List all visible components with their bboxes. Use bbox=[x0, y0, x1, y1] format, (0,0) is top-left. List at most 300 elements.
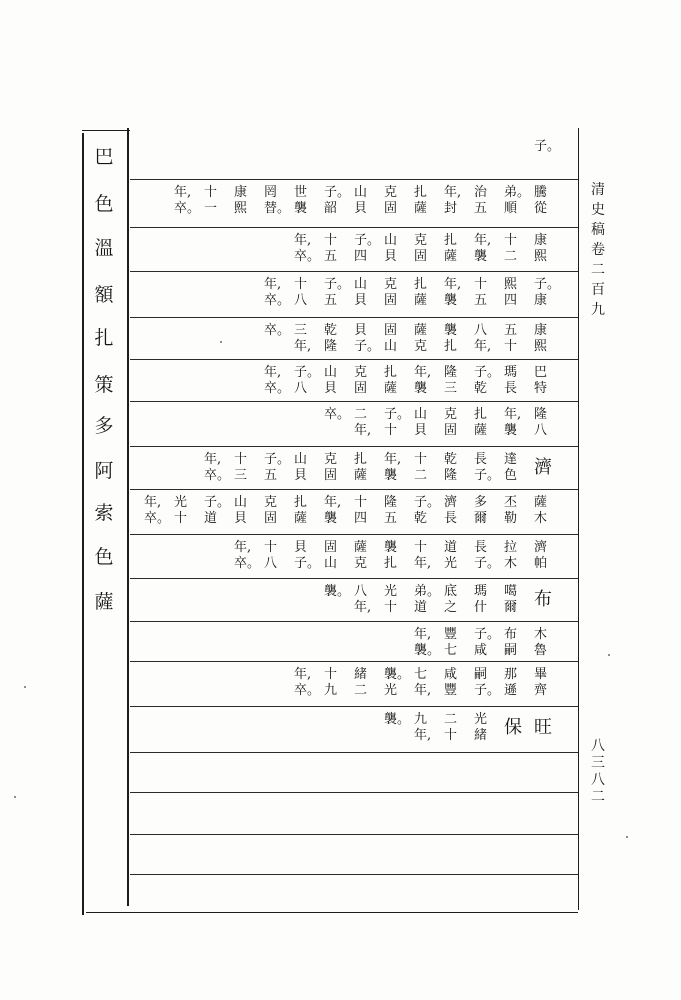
table-cell bbox=[474, 277, 500, 315]
page-number-char: 八 bbox=[591, 738, 605, 754]
cell-text: 八 bbox=[534, 422, 548, 438]
cell-text: 克 bbox=[354, 365, 368, 380]
cell-text: 咸 bbox=[474, 642, 488, 658]
cell-text: 九 bbox=[414, 712, 428, 727]
cell-text: 道 bbox=[414, 599, 428, 615]
cell-text: 十 bbox=[384, 599, 398, 615]
cell-text: 貝 bbox=[294, 467, 308, 483]
cell-text: 貝 bbox=[294, 540, 308, 555]
table-cell bbox=[354, 277, 380, 315]
cell-text: 子。 bbox=[294, 365, 321, 380]
cell-text: 山 bbox=[324, 555, 338, 571]
table-cell bbox=[384, 407, 410, 444]
table-cell bbox=[234, 540, 260, 576]
cell-text: 扎 bbox=[354, 452, 368, 467]
cell-text: 扎 bbox=[414, 277, 428, 292]
table-cell bbox=[414, 365, 440, 399]
table-cell bbox=[534, 540, 560, 576]
cell-text: 隆 bbox=[534, 407, 548, 422]
cell-text: 克 bbox=[354, 555, 368, 571]
cell-text: 五 bbox=[384, 510, 398, 526]
cell-text: 扎 bbox=[294, 495, 308, 510]
cell-text: 十 bbox=[384, 422, 398, 438]
cell-text: 拉 bbox=[504, 540, 518, 555]
row-divider-line bbox=[130, 271, 578, 272]
table-cell bbox=[264, 365, 290, 399]
table-cell bbox=[414, 584, 440, 619]
cell-text: 爾 bbox=[504, 599, 518, 615]
table-cell bbox=[414, 407, 440, 444]
table-cell bbox=[174, 495, 200, 532]
cell-text: 十 bbox=[504, 338, 518, 354]
cell-text: 乾 bbox=[474, 380, 488, 396]
cell-text: 貝 bbox=[354, 292, 368, 308]
table-cell bbox=[534, 718, 560, 756]
cell-text: 七 bbox=[414, 667, 428, 682]
cell-text: 韶 bbox=[324, 200, 338, 216]
scan-speck bbox=[608, 654, 610, 656]
cell-text: 色 bbox=[504, 467, 518, 483]
cell-text: 二 bbox=[504, 248, 518, 264]
cell-text: 豐 bbox=[444, 627, 458, 642]
table-cell bbox=[414, 627, 440, 659]
cell-text: 乾 bbox=[444, 452, 458, 467]
cell-text: 魯 bbox=[534, 642, 548, 658]
cell-text: 四 bbox=[354, 510, 368, 526]
cell-text: 年, bbox=[294, 338, 312, 354]
cell-text: 八 bbox=[354, 584, 368, 599]
cell-text: 扎 bbox=[414, 185, 428, 200]
table-cell bbox=[294, 452, 320, 487]
cell-text: 十 bbox=[234, 452, 248, 467]
cell-text: 卒。 bbox=[204, 467, 231, 483]
label-divider-line bbox=[127, 128, 129, 906]
cell-text: 五 bbox=[474, 200, 488, 216]
table-cell bbox=[264, 185, 290, 225]
table-cell bbox=[534, 233, 560, 269]
cell-text: 康 bbox=[534, 292, 548, 308]
cell-text: 五 bbox=[264, 467, 278, 483]
header-char: 清 bbox=[591, 182, 605, 198]
cell-text: 熙 bbox=[504, 277, 518, 292]
cell-text: 木 bbox=[504, 555, 518, 571]
cell-text: 嗣 bbox=[504, 642, 518, 658]
scan-speck bbox=[24, 686, 26, 688]
cell-text: 五 bbox=[504, 323, 518, 338]
table-cell bbox=[474, 627, 500, 659]
table-cell bbox=[534, 407, 560, 444]
cell-text: 十 bbox=[474, 277, 488, 292]
cell-text: 固 bbox=[414, 248, 428, 264]
table-cell bbox=[444, 627, 470, 659]
cell-text: 七 bbox=[444, 642, 458, 658]
cell-text: 保 bbox=[504, 717, 522, 738]
cell-text: 勒 bbox=[504, 510, 518, 526]
cell-text: 山 bbox=[324, 365, 338, 380]
cell-text: 年, bbox=[384, 452, 402, 467]
cell-text: 襲 bbox=[444, 323, 458, 338]
cell-text: 十 bbox=[324, 233, 338, 248]
cell-text: 熙 bbox=[534, 338, 548, 354]
cell-text: 貝 bbox=[414, 422, 428, 438]
table-cell bbox=[504, 495, 530, 532]
cell-text: 卒。 bbox=[264, 323, 291, 338]
cell-text: 噶 bbox=[504, 584, 518, 599]
cell-text: 子。 bbox=[534, 139, 561, 154]
cell-text: 年, bbox=[414, 627, 432, 642]
left-label: 色 bbox=[94, 193, 114, 215]
cell-text: 九 bbox=[324, 682, 338, 698]
cell-text: 光 bbox=[384, 584, 398, 599]
cell-text: 熙 bbox=[534, 248, 548, 264]
left-label: 額 bbox=[94, 284, 114, 306]
cell-text: 子。 bbox=[384, 407, 411, 422]
table-cell bbox=[144, 495, 170, 532]
table-cell bbox=[294, 277, 320, 315]
cell-text: 薩 bbox=[414, 292, 428, 308]
table-cell bbox=[384, 323, 410, 357]
cell-text: 木 bbox=[534, 627, 548, 642]
cell-text: 子。 bbox=[324, 185, 351, 200]
cell-text: 扎 bbox=[474, 407, 488, 422]
row-divider-line bbox=[130, 621, 578, 622]
cell-text: 卒。 bbox=[324, 407, 351, 422]
cell-text: 固 bbox=[444, 422, 458, 438]
table-cell bbox=[414, 495, 440, 532]
table-cell bbox=[354, 452, 380, 487]
table-cell bbox=[294, 233, 320, 269]
table-cell bbox=[504, 185, 530, 225]
cell-text: 年, bbox=[414, 365, 432, 380]
cell-text: 薩 bbox=[414, 200, 428, 216]
cell-text: 襲 bbox=[294, 200, 308, 216]
cell-text: 年, bbox=[354, 422, 372, 438]
table-cell bbox=[474, 667, 500, 704]
scan-speck bbox=[220, 341, 222, 343]
row-divider-line bbox=[130, 359, 578, 360]
table-cell bbox=[504, 718, 530, 756]
cell-text: 達 bbox=[504, 452, 518, 467]
cell-text: 山 bbox=[414, 407, 428, 422]
table-cell bbox=[324, 233, 350, 269]
bottom-rule bbox=[86, 912, 578, 913]
table-cell bbox=[354, 584, 380, 619]
cell-text: 固 bbox=[354, 380, 368, 396]
row-divider-line bbox=[130, 792, 578, 793]
table-cell bbox=[384, 233, 410, 269]
cell-text: 五 bbox=[324, 292, 338, 308]
table-cell bbox=[504, 323, 530, 357]
cell-text: 十 bbox=[174, 510, 188, 526]
table-cell bbox=[234, 495, 260, 532]
cell-text: 世 bbox=[294, 185, 308, 200]
cell-text: 扎 bbox=[384, 555, 398, 571]
cell-text: 子。 bbox=[264, 452, 291, 467]
cell-text: 襲 bbox=[414, 380, 428, 396]
table-cell bbox=[474, 407, 500, 444]
table-cell bbox=[474, 452, 500, 487]
cell-text: 濟 bbox=[444, 495, 458, 510]
cell-text: 年, bbox=[474, 338, 492, 354]
cell-text: 巴 bbox=[534, 365, 548, 380]
cell-text: 瑪 bbox=[474, 584, 488, 599]
cell-text: 子。 bbox=[534, 277, 561, 292]
table-cell bbox=[504, 277, 530, 315]
left-label: 扎 bbox=[94, 327, 114, 349]
table-cell bbox=[534, 458, 560, 493]
cell-text: 年, bbox=[294, 233, 312, 248]
table-cell bbox=[444, 407, 470, 444]
table-cell bbox=[234, 185, 260, 225]
cell-text: 光 bbox=[474, 712, 488, 727]
table-cell bbox=[444, 452, 470, 487]
row-divider-line bbox=[130, 446, 578, 447]
row-divider-line bbox=[130, 706, 578, 707]
cell-text: 康 bbox=[534, 323, 548, 338]
cell-text: 光 bbox=[444, 555, 458, 571]
cell-text: 薩 bbox=[354, 540, 368, 555]
table-cell bbox=[354, 407, 380, 444]
table-cell bbox=[384, 452, 410, 487]
cell-text: 薩 bbox=[474, 422, 488, 438]
cell-text: 光 bbox=[174, 495, 188, 510]
cell-text: 扎 bbox=[384, 365, 398, 380]
table-cell bbox=[444, 365, 470, 399]
cell-text: 年, bbox=[414, 555, 432, 571]
left-label: 巴 bbox=[94, 146, 114, 168]
cell-text: 之 bbox=[444, 599, 458, 615]
cell-text: 弟。 bbox=[414, 584, 441, 599]
table-cell bbox=[444, 584, 470, 619]
table-cell bbox=[414, 233, 440, 269]
cell-text: 十 bbox=[264, 540, 278, 555]
cell-text: 年, bbox=[444, 277, 462, 292]
cell-text: 丕 bbox=[504, 495, 518, 510]
cell-text: 子。 bbox=[414, 495, 441, 510]
cell-text: 熙 bbox=[234, 200, 248, 216]
cell-text: 八 bbox=[264, 555, 278, 571]
table-cell bbox=[534, 590, 560, 625]
table-cell bbox=[504, 667, 530, 704]
table-cell bbox=[474, 365, 500, 399]
table-cell bbox=[444, 233, 470, 269]
cell-text: 濟 bbox=[534, 457, 552, 478]
table-cell bbox=[504, 584, 530, 619]
cell-text: 子。 bbox=[474, 467, 501, 483]
cell-text: 卒。 bbox=[294, 248, 321, 264]
table-cell bbox=[294, 667, 320, 704]
table-cell bbox=[414, 185, 440, 225]
table-cell bbox=[264, 452, 290, 487]
cell-text: 子。 bbox=[354, 338, 381, 354]
table-cell bbox=[354, 667, 380, 704]
cell-text: 豐 bbox=[444, 682, 458, 698]
cell-text: 襲 bbox=[444, 292, 458, 308]
cell-text: 十 bbox=[504, 233, 518, 248]
table-cell bbox=[294, 323, 320, 357]
cell-text: 年, bbox=[234, 540, 252, 555]
cell-text: 什 bbox=[474, 599, 488, 615]
table-cell bbox=[324, 495, 350, 532]
cell-text: 封 bbox=[444, 200, 458, 216]
table-cell bbox=[384, 712, 410, 750]
header-char: 史 bbox=[591, 202, 605, 218]
table-cell bbox=[474, 323, 500, 357]
table-cell bbox=[354, 185, 380, 225]
cell-text: 濟 bbox=[534, 540, 548, 555]
cell-text: 貝 bbox=[234, 510, 248, 526]
right-border-line bbox=[578, 128, 579, 910]
table-cell bbox=[474, 584, 500, 619]
cell-text: 長 bbox=[444, 510, 458, 526]
table-cell bbox=[324, 584, 350, 619]
cell-text: 年, bbox=[474, 233, 492, 248]
cell-text: 罔 bbox=[264, 185, 278, 200]
table-cell bbox=[354, 540, 380, 576]
cell-text: 固 bbox=[384, 200, 398, 216]
cell-text: 扎 bbox=[444, 233, 458, 248]
table-cell bbox=[384, 365, 410, 399]
cell-text: 貝 bbox=[354, 200, 368, 216]
cell-text: 年, bbox=[294, 667, 312, 682]
cell-text: 爾 bbox=[474, 510, 488, 526]
cell-text: 康 bbox=[534, 233, 548, 248]
cell-text: 子。 bbox=[324, 277, 351, 292]
cell-text: 旺 bbox=[534, 717, 552, 738]
table-cell bbox=[504, 627, 530, 659]
left-label: 多 bbox=[94, 415, 114, 437]
cell-text: 子。 bbox=[354, 233, 381, 248]
table-cell bbox=[324, 407, 350, 444]
page-number bbox=[586, 738, 610, 806]
cell-text: 子。 bbox=[294, 555, 321, 571]
table-cell bbox=[384, 277, 410, 315]
cell-text: 卒。 bbox=[294, 682, 321, 698]
table-cell bbox=[204, 452, 230, 487]
cell-text: 遜 bbox=[504, 682, 518, 698]
cell-text: 年, bbox=[504, 407, 522, 422]
cell-text: 二 bbox=[414, 467, 428, 483]
table-cell bbox=[234, 452, 260, 487]
table-cell bbox=[474, 495, 500, 532]
table-cell bbox=[384, 667, 410, 704]
cell-text: 襲 bbox=[504, 422, 518, 438]
table-cell bbox=[324, 365, 350, 399]
cell-text: 嗣 bbox=[474, 667, 488, 682]
cell-text: 長 bbox=[504, 380, 518, 396]
cell-text: 年, bbox=[324, 495, 342, 510]
table-cell bbox=[294, 495, 320, 532]
cell-text: 二 bbox=[444, 712, 458, 727]
cell-text: 薩 bbox=[354, 467, 368, 483]
row-divider-line bbox=[130, 661, 578, 662]
cell-text: 光 bbox=[384, 682, 398, 698]
row-divider-line bbox=[130, 227, 578, 228]
table-cell bbox=[504, 407, 530, 444]
table-cell bbox=[474, 185, 500, 225]
row-divider-line bbox=[130, 534, 578, 535]
header-char: 百 bbox=[591, 282, 605, 298]
table-cell bbox=[474, 540, 500, 576]
cell-text: 子。 bbox=[474, 682, 501, 698]
cell-text: 子。 bbox=[204, 495, 231, 510]
header-char: 二 bbox=[591, 262, 605, 278]
table-cell bbox=[294, 185, 320, 225]
cell-text: 十 bbox=[444, 727, 458, 743]
row-divider-line bbox=[130, 578, 578, 579]
cell-text: 山 bbox=[234, 495, 248, 510]
table-cell bbox=[324, 277, 350, 315]
cell-text: 克 bbox=[384, 185, 398, 200]
cell-text: 隆 bbox=[384, 495, 398, 510]
cell-text: 五 bbox=[474, 292, 488, 308]
cell-text: 襲 bbox=[324, 510, 338, 526]
cell-text: 克 bbox=[444, 407, 458, 422]
cell-text: 山 bbox=[354, 185, 368, 200]
cell-text: 薩 bbox=[444, 248, 458, 264]
table-cell bbox=[264, 277, 290, 315]
cell-text: 襲。 bbox=[384, 667, 411, 682]
left-label: 色 bbox=[94, 546, 114, 568]
cell-text: 克 bbox=[384, 277, 398, 292]
cell-text: 十 bbox=[204, 185, 218, 200]
cell-text: 長 bbox=[474, 540, 488, 555]
top-rule bbox=[82, 130, 130, 131]
cell-text: 布 bbox=[504, 627, 518, 642]
cell-text: 薩 bbox=[414, 323, 428, 338]
table-cell bbox=[444, 277, 470, 315]
cell-text: 二 bbox=[354, 682, 368, 698]
table-cell bbox=[504, 540, 530, 576]
row-divider-line bbox=[130, 834, 578, 835]
table-cell bbox=[504, 365, 530, 399]
cell-text: 子。 bbox=[474, 555, 501, 571]
cell-text: 長 bbox=[474, 452, 488, 467]
cell-text: 三 bbox=[444, 380, 458, 396]
cell-text: 瑪 bbox=[504, 365, 518, 380]
table-cell bbox=[444, 495, 470, 532]
cell-text: 木 bbox=[534, 510, 548, 526]
cell-text: 四 bbox=[354, 248, 368, 264]
page-number-char: 三 bbox=[591, 755, 605, 771]
cell-text: 四 bbox=[504, 292, 518, 308]
table-cell bbox=[294, 365, 320, 399]
left-label: 索 bbox=[94, 502, 114, 524]
table-cell bbox=[474, 712, 500, 750]
cell-text: 緒 bbox=[354, 667, 368, 682]
table-cell bbox=[414, 277, 440, 315]
cell-text: 襲 bbox=[384, 540, 398, 555]
cell-text: 貝 bbox=[384, 248, 398, 264]
table-cell bbox=[264, 495, 290, 532]
cell-text: 八 bbox=[294, 380, 308, 396]
table-cell bbox=[534, 185, 560, 225]
page-number-char: 二 bbox=[591, 789, 605, 805]
cell-text: 克 bbox=[414, 338, 428, 354]
cell-text: 卒。 bbox=[264, 292, 291, 308]
cell-text: 年, bbox=[144, 495, 162, 510]
cell-text: 順 bbox=[504, 200, 518, 216]
cell-text: 貝 bbox=[324, 380, 338, 396]
cell-text: 緒 bbox=[474, 727, 488, 743]
cell-text: 卒。 bbox=[144, 510, 171, 526]
cell-text: 那 bbox=[504, 667, 518, 682]
table-cell bbox=[414, 712, 440, 750]
cell-text: 固 bbox=[264, 510, 278, 526]
table-cell bbox=[174, 185, 200, 225]
cell-text: 襲 bbox=[384, 467, 398, 483]
cell-text: 卒。 bbox=[234, 555, 261, 571]
